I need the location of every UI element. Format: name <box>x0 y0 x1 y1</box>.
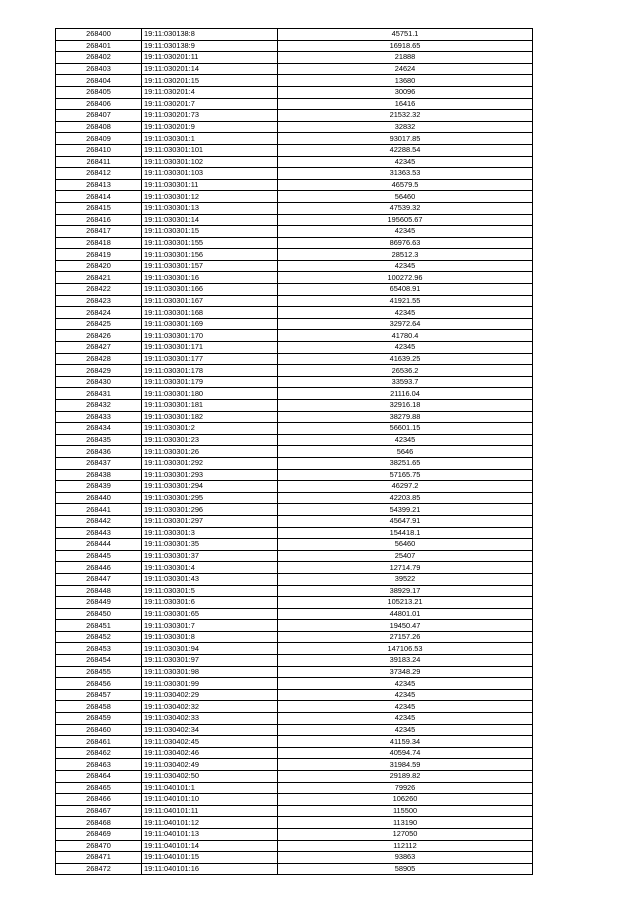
value-cell: 127050 <box>278 828 533 840</box>
table-row <box>56 342 533 354</box>
row-number-cell: 268447 <box>56 573 142 585</box>
table-row <box>56 504 533 516</box>
cadastral-number-cell: 19:11:030301:3 <box>142 527 278 539</box>
cadastral-number-cell: 19:11:030301:37 <box>142 550 278 562</box>
table-row <box>56 318 533 330</box>
row-number-cell: 268463 <box>56 759 142 771</box>
row-number-cell: 268441 <box>56 504 142 516</box>
value-cell: 42345 <box>278 701 533 713</box>
value-cell: 39183.24 <box>278 655 533 667</box>
cadastral-number-cell: 19:11:030301:65 <box>142 608 278 620</box>
row-number-cell: 268409 <box>56 133 142 145</box>
table-row <box>56 631 533 643</box>
table-row <box>56 214 533 226</box>
row-number-cell: 268405 <box>56 86 142 98</box>
cadastral-number-cell: 19:11:040101:10 <box>142 794 278 806</box>
table-row <box>56 655 533 667</box>
cadastral-number-cell: 19:11:030301:296 <box>142 504 278 516</box>
table-row <box>56 620 533 632</box>
cadastral-number-cell: 19:11:040101:15 <box>142 852 278 864</box>
table-row <box>56 585 533 597</box>
value-cell: 39522 <box>278 573 533 585</box>
cadastral-number-cell: 19:11:030402:32 <box>142 701 278 713</box>
table-row <box>56 469 533 481</box>
cadastral-number-cell: 19:11:030301:7 <box>142 620 278 632</box>
cadastral-number-cell: 19:11:030301:155 <box>142 237 278 249</box>
table-row <box>56 353 533 365</box>
table-row <box>56 330 533 342</box>
row-number-cell: 268435 <box>56 434 142 446</box>
table-row <box>56 828 533 840</box>
value-cell: 44801.01 <box>278 608 533 620</box>
table-row <box>56 457 533 469</box>
row-number-cell: 268431 <box>56 388 142 400</box>
value-cell: 38251.65 <box>278 457 533 469</box>
value-cell: 100272.96 <box>278 272 533 284</box>
row-number-cell: 268415 <box>56 202 142 214</box>
table-row <box>56 817 533 829</box>
row-number-cell: 268411 <box>56 156 142 168</box>
table-row <box>56 724 533 736</box>
table-row <box>56 678 533 690</box>
row-number-cell: 268402 <box>56 52 142 64</box>
cadastral-number-cell: 19:11:030402:46 <box>142 747 278 759</box>
table-row <box>56 643 533 655</box>
cadastral-number-cell: 19:11:030301:99 <box>142 678 278 690</box>
table-row <box>56 179 533 191</box>
value-cell: 24624 <box>278 63 533 75</box>
table-row <box>56 701 533 713</box>
value-cell: 65408.91 <box>278 284 533 296</box>
row-number-cell: 268455 <box>56 666 142 678</box>
row-number-cell: 268468 <box>56 817 142 829</box>
row-number-cell: 268457 <box>56 689 142 701</box>
cadastral-number-cell: 19:11:030301:178 <box>142 365 278 377</box>
table-row <box>56 597 533 609</box>
value-cell: 31984.59 <box>278 759 533 771</box>
cadastral-number-cell: 19:11:040101:12 <box>142 817 278 829</box>
row-number-cell: 268444 <box>56 539 142 551</box>
row-number-cell: 268443 <box>56 527 142 539</box>
value-cell: 46579.5 <box>278 179 533 191</box>
table-row <box>56 75 533 87</box>
cadastral-table <box>55 28 533 875</box>
cadastral-number-cell: 19:11:030301:177 <box>142 353 278 365</box>
cadastral-number-cell: 19:11:030301:294 <box>142 481 278 493</box>
table-row <box>56 202 533 214</box>
table-row <box>56 133 533 145</box>
row-number-cell: 268426 <box>56 330 142 342</box>
cadastral-number-cell: 19:11:030301:1 <box>142 133 278 145</box>
cadastral-number-cell: 19:11:030301:101 <box>142 144 278 156</box>
table-row <box>56 295 533 307</box>
value-cell: 41639.25 <box>278 353 533 365</box>
cadastral-number-cell: 19:11:030138:9 <box>142 40 278 52</box>
table-row <box>56 782 533 794</box>
table-row <box>56 249 533 261</box>
value-cell: 31363.53 <box>278 168 533 180</box>
row-number-cell: 268407 <box>56 110 142 122</box>
cadastral-number-cell: 19:11:030402:45 <box>142 736 278 748</box>
cadastral-number-cell: 19:11:030301:8 <box>142 631 278 643</box>
table-row <box>56 376 533 388</box>
table-row <box>56 608 533 620</box>
table-row <box>56 86 533 98</box>
value-cell: 47539.32 <box>278 202 533 214</box>
value-cell: 56460 <box>278 191 533 203</box>
value-cell: 41159.34 <box>278 736 533 748</box>
row-number-cell: 268416 <box>56 214 142 226</box>
table-row <box>56 689 533 701</box>
cadastral-number-cell: 19:11:030301:16 <box>142 272 278 284</box>
value-cell: 42345 <box>278 156 533 168</box>
value-cell: 19450.47 <box>278 620 533 632</box>
cadastral-number-cell: 19:11:030301:14 <box>142 214 278 226</box>
value-cell: 154418.1 <box>278 527 533 539</box>
table-row <box>56 307 533 319</box>
row-number-cell: 268446 <box>56 562 142 574</box>
row-number-cell: 268400 <box>56 29 142 41</box>
cadastral-number-cell: 19:11:040101:16 <box>142 863 278 875</box>
cadastral-number-cell: 19:11:030301:179 <box>142 376 278 388</box>
table-row <box>56 40 533 52</box>
row-number-cell: 268466 <box>56 794 142 806</box>
value-cell: 21116.04 <box>278 388 533 400</box>
cadastral-number-cell: 19:11:030301:166 <box>142 284 278 296</box>
row-number-cell: 268462 <box>56 747 142 759</box>
row-number-cell: 268417 <box>56 226 142 238</box>
value-cell: 41921.55 <box>278 295 533 307</box>
value-cell: 38929.17 <box>278 585 533 597</box>
row-number-cell: 268440 <box>56 492 142 504</box>
row-number-cell: 268452 <box>56 631 142 643</box>
value-cell: 106260 <box>278 794 533 806</box>
cadastral-number-cell: 19:11:030301:103 <box>142 168 278 180</box>
cadastral-number-cell: 19:11:030201:73 <box>142 110 278 122</box>
table-row <box>56 492 533 504</box>
row-number-cell: 268434 <box>56 423 142 435</box>
row-number-cell: 268467 <box>56 805 142 817</box>
cadastral-number-cell: 19:11:030301:26 <box>142 446 278 458</box>
value-cell: 93863 <box>278 852 533 864</box>
table-body <box>56 29 533 875</box>
cadastral-number-cell: 19:11:030301:102 <box>142 156 278 168</box>
value-cell: 42345 <box>278 724 533 736</box>
value-cell: 46297.2 <box>278 481 533 493</box>
row-number-cell: 268412 <box>56 168 142 180</box>
value-cell: 41780.4 <box>278 330 533 342</box>
row-number-cell: 268429 <box>56 365 142 377</box>
row-number-cell: 268442 <box>56 515 142 527</box>
row-number-cell: 268401 <box>56 40 142 52</box>
cadastral-number-cell: 19:11:030201:4 <box>142 86 278 98</box>
value-cell: 115500 <box>278 805 533 817</box>
value-cell: 33593.7 <box>278 376 533 388</box>
value-cell: 27157.26 <box>278 631 533 643</box>
cadastral-number-cell: 19:11:040101:11 <box>142 805 278 817</box>
value-cell: 42345 <box>278 434 533 446</box>
table-row <box>56 446 533 458</box>
value-cell: 37348.29 <box>278 666 533 678</box>
table-row <box>56 863 533 875</box>
value-cell: 12714.79 <box>278 562 533 574</box>
cadastral-number-cell: 19:11:030201:9 <box>142 121 278 133</box>
cadastral-number-cell: 19:11:030301:4 <box>142 562 278 574</box>
value-cell: 86976.63 <box>278 237 533 249</box>
value-cell: 54399.21 <box>278 504 533 516</box>
cadastral-number-cell: 19:11:030301:98 <box>142 666 278 678</box>
table-row <box>56 144 533 156</box>
value-cell: 105213.21 <box>278 597 533 609</box>
table-row <box>56 550 533 562</box>
cadastral-number-cell: 19:11:030301:168 <box>142 307 278 319</box>
cadastral-number-cell: 19:11:030301:295 <box>142 492 278 504</box>
value-cell: 25407 <box>278 550 533 562</box>
value-cell: 30096 <box>278 86 533 98</box>
cadastral-number-cell: 19:11:030138:8 <box>142 29 278 41</box>
row-number-cell: 268433 <box>56 411 142 423</box>
cadastral-number-cell: 19:11:030301:5 <box>142 585 278 597</box>
table-row <box>56 434 533 446</box>
value-cell: 58905 <box>278 863 533 875</box>
cadastral-number-cell: 19:11:040101:14 <box>142 840 278 852</box>
cadastral-number-cell: 19:11:030301:181 <box>142 400 278 412</box>
table-row <box>56 515 533 527</box>
cadastral-number-cell: 19:11:030301:43 <box>142 573 278 585</box>
value-cell: 42345 <box>278 260 533 272</box>
cadastral-number-cell: 19:11:030201:15 <box>142 75 278 87</box>
cadastral-number-cell: 19:11:030402:29 <box>142 689 278 701</box>
value-cell: 57165.75 <box>278 469 533 481</box>
row-number-cell: 268449 <box>56 597 142 609</box>
cadastral-number-cell: 19:11:030301:6 <box>142 597 278 609</box>
row-number-cell: 268448 <box>56 585 142 597</box>
cadastral-number-cell: 19:11:040101:1 <box>142 782 278 794</box>
table-row <box>56 481 533 493</box>
row-number-cell: 268469 <box>56 828 142 840</box>
row-number-cell: 268458 <box>56 701 142 713</box>
row-number-cell: 268408 <box>56 121 142 133</box>
row-number-cell: 268421 <box>56 272 142 284</box>
row-number-cell: 268445 <box>56 550 142 562</box>
table-row <box>56 98 533 110</box>
row-number-cell: 268465 <box>56 782 142 794</box>
table-row <box>56 666 533 678</box>
row-number-cell: 268460 <box>56 724 142 736</box>
row-number-cell: 268436 <box>56 446 142 458</box>
value-cell: 42288.54 <box>278 144 533 156</box>
value-cell: 16416 <box>278 98 533 110</box>
row-number-cell: 268461 <box>56 736 142 748</box>
table-row <box>56 29 533 41</box>
table-row <box>56 284 533 296</box>
cadastral-number-cell: 19:11:030301:13 <box>142 202 278 214</box>
row-number-cell: 268423 <box>56 295 142 307</box>
cadastral-number-cell: 19:11:030301:292 <box>142 457 278 469</box>
value-cell: 56601.15 <box>278 423 533 435</box>
value-cell: 45647.91 <box>278 515 533 527</box>
cadastral-number-cell: 19:11:030301:293 <box>142 469 278 481</box>
table-row <box>56 713 533 725</box>
row-number-cell: 268464 <box>56 771 142 783</box>
value-cell: 113190 <box>278 817 533 829</box>
table-row <box>56 840 533 852</box>
value-cell: 16918.65 <box>278 40 533 52</box>
value-cell: 32916.18 <box>278 400 533 412</box>
value-cell: 42345 <box>278 678 533 690</box>
row-number-cell: 268422 <box>56 284 142 296</box>
table-row <box>56 573 533 585</box>
cadastral-number-cell: 19:11:030201:14 <box>142 63 278 75</box>
row-number-cell: 268451 <box>56 620 142 632</box>
value-cell: 56460 <box>278 539 533 551</box>
value-cell: 5646 <box>278 446 533 458</box>
cadastral-number-cell: 19:11:030301:180 <box>142 388 278 400</box>
value-cell: 79926 <box>278 782 533 794</box>
row-number-cell: 268471 <box>56 852 142 864</box>
row-number-cell: 268418 <box>56 237 142 249</box>
row-number-cell: 268470 <box>56 840 142 852</box>
value-cell: 42345 <box>278 689 533 701</box>
table-row <box>56 191 533 203</box>
table-row <box>56 759 533 771</box>
table-row <box>56 771 533 783</box>
table-row <box>56 168 533 180</box>
cadastral-number-cell: 19:11:030301:156 <box>142 249 278 261</box>
value-cell: 42345 <box>278 713 533 725</box>
value-cell: 42345 <box>278 226 533 238</box>
cadastral-number-cell: 19:11:030301:35 <box>142 539 278 551</box>
value-cell: 26536.2 <box>278 365 533 377</box>
cadastral-number-cell: 19:11:030301:167 <box>142 295 278 307</box>
value-cell: 32972.64 <box>278 318 533 330</box>
value-cell: 21532.32 <box>278 110 533 122</box>
cadastral-number-cell: 19:11:030301:2 <box>142 423 278 435</box>
table-row <box>56 272 533 284</box>
row-number-cell: 268427 <box>56 342 142 354</box>
table-row <box>56 226 533 238</box>
table-row <box>56 365 533 377</box>
cadastral-number-cell: 19:11:030301:170 <box>142 330 278 342</box>
cadastral-number-cell: 19:11:030301:23 <box>142 434 278 446</box>
row-number-cell: 268459 <box>56 713 142 725</box>
cadastral-number-cell: 19:11:030301:171 <box>142 342 278 354</box>
row-number-cell: 268453 <box>56 643 142 655</box>
row-number-cell: 268454 <box>56 655 142 667</box>
value-cell: 21888 <box>278 52 533 64</box>
table-row <box>56 736 533 748</box>
row-number-cell: 268428 <box>56 353 142 365</box>
cadastral-number-cell: 19:11:030301:157 <box>142 260 278 272</box>
cadastral-number-cell: 19:11:030402:50 <box>142 771 278 783</box>
table-row <box>56 747 533 759</box>
row-number-cell: 268403 <box>56 63 142 75</box>
table-row <box>56 121 533 133</box>
row-number-cell: 268437 <box>56 457 142 469</box>
row-number-cell: 268439 <box>56 481 142 493</box>
cadastral-number-cell: 19:11:040101:13 <box>142 828 278 840</box>
cadastral-number-cell: 19:11:030301:94 <box>142 643 278 655</box>
value-cell: 29189.82 <box>278 771 533 783</box>
table-row <box>56 52 533 64</box>
value-cell: 42345 <box>278 307 533 319</box>
cadastral-number-cell: 19:11:030301:97 <box>142 655 278 667</box>
cadastral-number-cell: 19:11:030201:7 <box>142 98 278 110</box>
table-row <box>56 805 533 817</box>
table-row <box>56 852 533 864</box>
row-number-cell: 268425 <box>56 318 142 330</box>
cadastral-number-cell: 19:11:030301:15 <box>142 226 278 238</box>
value-cell: 45751.1 <box>278 29 533 41</box>
cadastral-number-cell: 19:11:030402:34 <box>142 724 278 736</box>
table-row <box>56 411 533 423</box>
value-cell: 112112 <box>278 840 533 852</box>
table-row <box>56 237 533 249</box>
table-row <box>56 539 533 551</box>
cadastral-number-cell: 19:11:030301:182 <box>142 411 278 423</box>
value-cell: 28512.3 <box>278 249 533 261</box>
row-number-cell: 268414 <box>56 191 142 203</box>
row-number-cell: 268413 <box>56 179 142 191</box>
row-number-cell: 268410 <box>56 144 142 156</box>
value-cell: 93017.85 <box>278 133 533 145</box>
value-cell: 42345 <box>278 342 533 354</box>
table-row <box>56 110 533 122</box>
row-number-cell: 268430 <box>56 376 142 388</box>
cadastral-number-cell: 19:11:030301:12 <box>142 191 278 203</box>
row-number-cell: 268456 <box>56 678 142 690</box>
row-number-cell: 268438 <box>56 469 142 481</box>
row-number-cell: 268404 <box>56 75 142 87</box>
row-number-cell: 268424 <box>56 307 142 319</box>
table-row <box>56 400 533 412</box>
row-number-cell: 268420 <box>56 260 142 272</box>
table-row <box>56 794 533 806</box>
value-cell: 42203.85 <box>278 492 533 504</box>
cadastral-number-cell: 19:11:030301:169 <box>142 318 278 330</box>
table-row <box>56 156 533 168</box>
cadastral-number-cell: 19:11:030301:11 <box>142 179 278 191</box>
value-cell: 32832 <box>278 121 533 133</box>
cadastral-number-cell: 19:11:030201:11 <box>142 52 278 64</box>
row-number-cell: 268432 <box>56 400 142 412</box>
value-cell: 147106.53 <box>278 643 533 655</box>
value-cell: 13680 <box>278 75 533 87</box>
table-row <box>56 562 533 574</box>
cadastral-number-cell: 19:11:030402:49 <box>142 759 278 771</box>
row-number-cell: 268406 <box>56 98 142 110</box>
cadastral-number-cell: 19:11:030402:33 <box>142 713 278 725</box>
cadastral-number-cell: 19:11:030301:297 <box>142 515 278 527</box>
value-cell: 195605.67 <box>278 214 533 226</box>
value-cell: 40594.74 <box>278 747 533 759</box>
table-row <box>56 527 533 539</box>
row-number-cell: 268450 <box>56 608 142 620</box>
value-cell: 38279.88 <box>278 411 533 423</box>
row-number-cell: 268419 <box>56 249 142 261</box>
table-row <box>56 260 533 272</box>
table-row <box>56 63 533 75</box>
table-row <box>56 388 533 400</box>
table-row <box>56 423 533 435</box>
row-number-cell: 268472 <box>56 863 142 875</box>
